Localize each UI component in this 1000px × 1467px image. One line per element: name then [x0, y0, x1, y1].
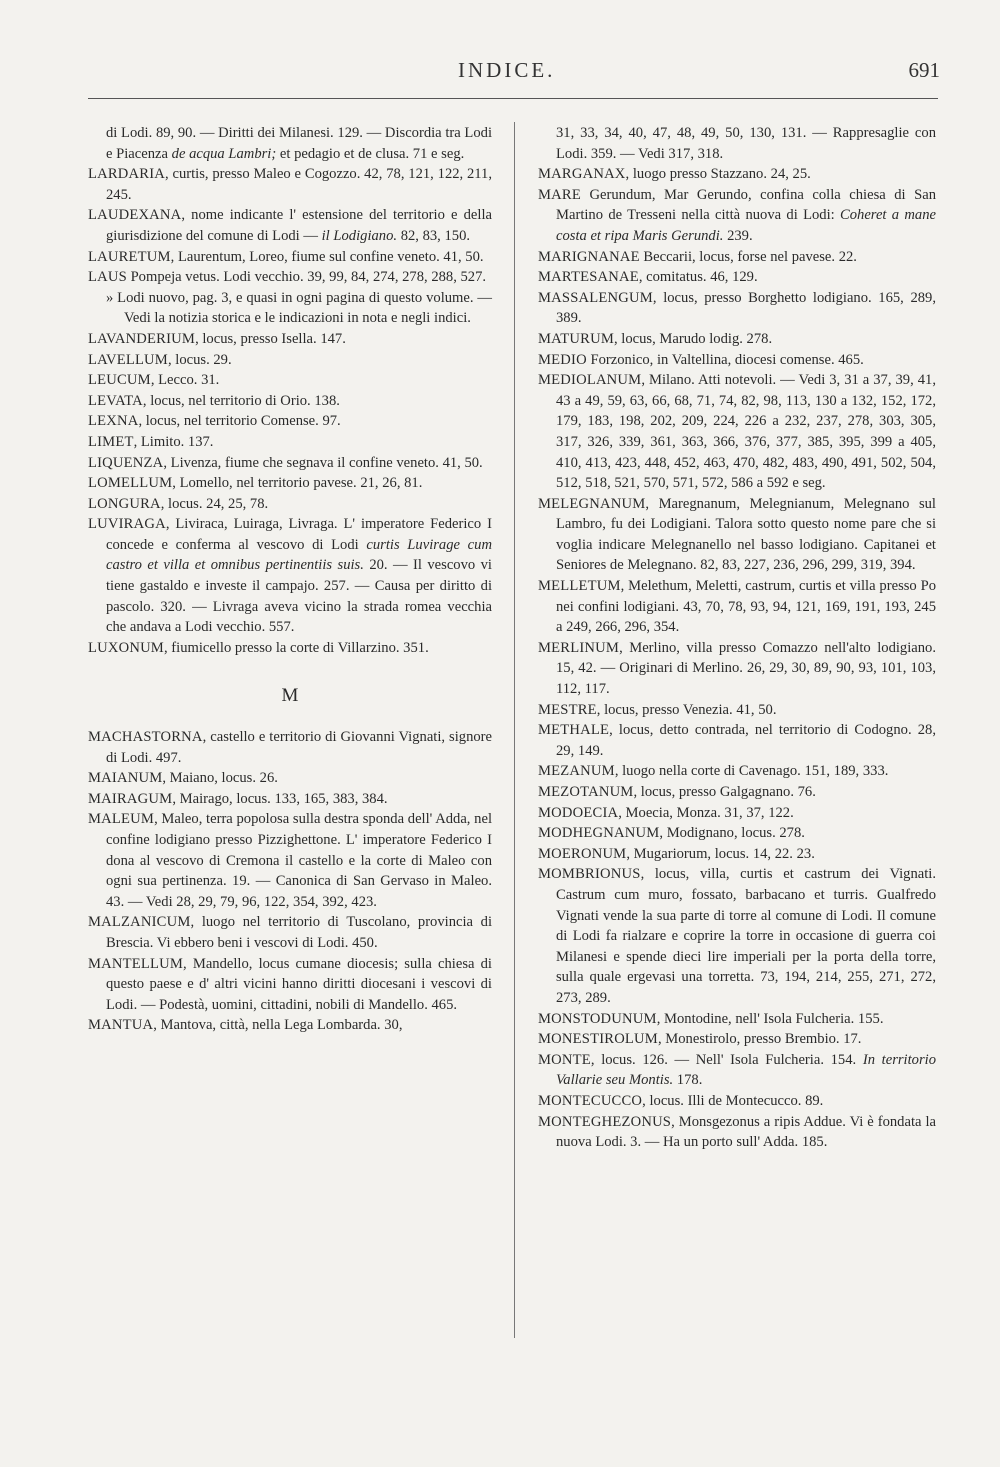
- entry-headword: LOMELLUM: [88, 475, 173, 492]
- entry-headword: LAVANDERIUM: [88, 330, 196, 347]
- index-entry: [88, 954, 492, 1016]
- entry-text: Forzonico, in Valtellina, diocesi comense. 465.: [586, 351, 864, 368]
- entry-italic-text: il Lodigiano.: [321, 227, 398, 244]
- entry-text-after: et pedagio et de clusa. 71 e seg.: [276, 145, 465, 162]
- entry-headword: MAIANUM: [88, 770, 163, 787]
- entry-headword: MAIRAGUM: [88, 790, 173, 807]
- entry-text: , Monestirolo, presso Brembio. 17.: [657, 1031, 862, 1048]
- index-entry: [88, 329, 492, 350]
- entry-headword: MANTUA: [88, 1017, 154, 1034]
- entry-text: , Milano. Atti notevoli. — Vedi 3, 31 a 37, 39, 41, 43 a 49, 59, 63, 66, 68, 71, 74, 82, 98, 113, 130 a 132, 152, 172, 179, 183, 198, 202, 209, 224, 226 a 232, 237, 278, 303, 305, 317, 326, 339, 361, 363, 366, 376, 377, 385, 395, 399 a 405, 410, 413, 423, 448, 452, 463, 470, 482, 483, 490, 491, 502, 504, 512, 518, 521, 570, 571, 572, 586 a 592 e seg.: [556, 372, 936, 492]
- index-entry: [538, 494, 936, 576]
- index-entry: [538, 350, 936, 371]
- entry-text: , Liviraca, Luiraga, Livraga. L' imperatore Federico I concede e conferma al vescovo di Lodi: [106, 516, 492, 553]
- entry-text: , Mantova, città, nella Lega Lombarda. 30,: [153, 1017, 403, 1034]
- index-entry: [538, 370, 936, 494]
- index-entry: [538, 823, 936, 844]
- entry-headword: MONTEGHEZONUS: [538, 1113, 672, 1130]
- section-letter-text: M: [281, 685, 299, 707]
- index-entry-continuation: [88, 123, 492, 164]
- entry-headword: LUXONUM: [88, 639, 164, 656]
- entry-headword: LEXNA: [88, 413, 139, 430]
- entry-italic-text: de acqua Lambri;: [171, 145, 277, 162]
- entry-text: , locus. 24, 25, 78.: [160, 495, 269, 512]
- entry-text: , curtis, presso Maleo e Cogozzo. 42, 78, 121, 122, 211, 245.: [106, 166, 492, 203]
- index-entry: [88, 370, 492, 391]
- entry-text: , Mairago, locus. 133, 165, 383, 384.: [172, 790, 388, 807]
- index-entry: [538, 247, 936, 268]
- entry-headword: MEDIOLANUM: [538, 372, 642, 389]
- entry-headword: MEZANUM: [538, 763, 615, 780]
- entry-headword: MARTESANAE: [538, 269, 639, 286]
- entry-text: Pompeja vetus. Lodi vecchio. 39, 99, 84, 274, 278, 288, 527.: [126, 269, 487, 286]
- entry-headword: LUVIRAGA: [88, 516, 166, 533]
- column-divider: [514, 122, 515, 1338]
- index-entry: [88, 453, 492, 474]
- entry-text: , comitatus. 46, 129.: [638, 269, 758, 286]
- index-entry: [88, 267, 492, 288]
- entry-headword: LAVELLUM: [88, 351, 168, 368]
- entry-text: , locus, villa, curtis et castrum dei Vignati. Castrum cum muro, fossato, barbacano et turris. Gualfredo Vignati vende la sua parte di torre al comune di Lodi. Il comune di Lodi fa rialzare e coprire la torre in occasione di guerra coi Milanesi e spende dieci lire imperiali per la porta della torre, sulla quale ergevasi una torretta. 73, 194, 214, 255, 271, 272, 273, 289.: [556, 866, 936, 1006]
- index-entry: [88, 912, 492, 953]
- entry-headword: MARGANAX: [538, 166, 626, 183]
- entry-headword: MOMBRIONUS: [538, 866, 641, 883]
- running-title: INDICE.: [458, 58, 556, 82]
- index-entry: [88, 1015, 492, 1036]
- index-entry: [538, 700, 936, 721]
- index-entry: [88, 473, 492, 494]
- entry-text: , luogo nella corte di Cavenago. 151, 189, 333.: [614, 763, 889, 780]
- index-entry: [88, 727, 492, 768]
- entry-headword: LEUCUM: [88, 372, 151, 389]
- index-entry: [88, 411, 492, 432]
- page-header: [0, 58, 1000, 88]
- entry-headword: METHALE: [538, 722, 610, 739]
- entry-text: Beccarii, locus, forse nel pavese. 22.: [639, 248, 857, 265]
- entry-text: , locus, Marudo lodig. 278.: [614, 330, 773, 347]
- index-entry: [88, 391, 492, 412]
- entry-text: , locus. Illi de Montecucco. 89.: [642, 1092, 824, 1109]
- entry-headword: MODOECIA: [538, 804, 619, 821]
- entry-headword: MONTECUCCO: [538, 1092, 643, 1109]
- entry-text: , locus, presso Galgagnano. 76.: [633, 784, 816, 800]
- entry-headword: MONSTODUNUM: [538, 1010, 657, 1027]
- entry-text: , locus, presso Venezia. 41, 50.: [596, 701, 777, 718]
- entry-text-after: 178.: [673, 1072, 703, 1089]
- entry-headword: MONESTIROLUM: [538, 1031, 658, 1048]
- index-entry: [88, 789, 492, 810]
- index-entry: [88, 809, 492, 912]
- index-entry: [538, 761, 936, 782]
- index-entry: [538, 164, 936, 185]
- entry-headword: MANTELLUM: [88, 955, 184, 972]
- entry-headword: LONGURA: [88, 495, 161, 512]
- index-entry: [538, 185, 936, 247]
- index-entry: [538, 1050, 936, 1091]
- index-entry: [88, 350, 492, 371]
- entry-text-after: 239.: [723, 227, 753, 244]
- entry-text: , Mugariorum, locus. 14, 22. 23.: [626, 845, 815, 862]
- entry-text: , luogo nel territorio di Tuscolano, provincia di Brescia. Vi ebbero beni i vescovi di Lodi. 450.: [106, 914, 492, 951]
- entry-headword: MEZOTANUM: [538, 784, 634, 800]
- index-entry: [538, 1112, 936, 1153]
- index-entry: [88, 638, 492, 659]
- entry-headword: MONTE: [538, 1051, 591, 1068]
- entry-headword: MELEGNANUM: [538, 495, 646, 512]
- entry-italic-text: In territorio Vallarie seu Montis.: [556, 1051, 936, 1089]
- entry-text: , locus, presso Isella. 147.: [195, 330, 346, 347]
- entry-text: , Moecia, Monza. 31, 37, 122.: [618, 804, 794, 821]
- entry-text: , castello e territorio di Giovanni Vignati, signore di Lodi. 497.: [106, 729, 492, 766]
- entry-text: , Laurentum, Loreo, fiume sul confine veneto. 41, 50.: [170, 248, 484, 265]
- entry-text: , Limito. 137.: [133, 433, 214, 450]
- entry-text: , locus, nel territorio di Orio. 138.: [142, 392, 340, 409]
- index-entry: [538, 329, 936, 350]
- entry-headword: LEVATA: [88, 392, 143, 409]
- entry-text: , Maregnanum, Melegnianum, Melegnano sul Lambro, fu dei Lodigiani. Talora sotto questo nome pare che si voglia indicare Melegnanello nel basso lodigiano. Capitanei et Seniores de Melegnano. 82, 83, 227, 236, 296, 299, 319, 394.: [556, 495, 936, 574]
- index-entry: [538, 638, 936, 700]
- entry-headword: MESTRE: [538, 701, 597, 718]
- index-entry: [538, 720, 936, 761]
- entry-headword: LIQUENZA: [88, 454, 164, 471]
- entry-text: , Merlino, villa presso Comazzo nell'alto lodigiano. 15, 42. — Originari di Merlino. 26, 29, 30, 89, 90, 93, 101, 103, 112, 117.: [556, 639, 936, 698]
- entry-text: , Lomello, nel territorio pavese. 21, 26, 81.: [172, 475, 423, 492]
- entry-text: Gerundum, Mar Gerundo, confina colla chiesa di San Martino de Tresseni nella città nuova di Lodi:: [556, 186, 936, 224]
- entry-text: , Lecco. 31.: [150, 372, 220, 389]
- entry-text: 31, 33, 34, 40, 47, 48, 49, 50, 130, 131. — Rappresaglie con Lodi. 359. — Vedi 317, 318.: [556, 125, 936, 162]
- entry-text: , locus, presso Borghetto lodigiano. 165, 289, 389.: [556, 289, 936, 327]
- entry-headword: MODHEGNANUM: [538, 825, 660, 842]
- entry-text: , Livenza, fiume che segnava il confine veneto. 41, 50.: [163, 454, 483, 471]
- left-column: [88, 123, 492, 1036]
- entry-text: , fiumicello presso la corte di Villarzino. 351.: [164, 639, 429, 656]
- entry-text: di Lodi. 89, 90. — Diritti dei Milanesi. 129. — Discordia tra Lodi e Piacenza: [106, 125, 492, 162]
- index-entry: [538, 267, 936, 288]
- entry-text-after: 82, 83, 150.: [397, 227, 471, 244]
- entry-headword: MARIGNANAE: [538, 248, 640, 265]
- entry-text: , Monsgezonus a ripis Addue. Vi è fondata la nuova Lodi. 3. — Ha un porto sull' Adda. 185.: [556, 1113, 936, 1151]
- entry-text: , locus. 126. — Nell' Isola Fulcheria. 154.: [590, 1051, 863, 1068]
- entry-headword: MEDIO: [538, 351, 587, 368]
- index-entry: [538, 576, 936, 638]
- index-entry-continuation: [538, 123, 936, 164]
- entry-italic-text: Coheret a mane costa et ripa Maris Gerundi.: [556, 207, 936, 244]
- entry-headword: MALEUM: [88, 811, 155, 828]
- page-number: 691: [908, 58, 940, 82]
- index-entry: [88, 164, 492, 205]
- entry-headword: LAUDEXANA: [88, 207, 182, 224]
- index-entry: [538, 844, 936, 865]
- index-entry: [538, 864, 936, 1008]
- index-entry: [88, 247, 492, 268]
- entry-text-after: 20. — Il vescovo vi tiene gastaldo e investe il campajo. 257. — Causa per diritto di pascolo. 320. — Livraga aveva vicino la strada romea vecchia che andava a Lodi vecchio. 557.: [106, 557, 492, 636]
- index-entry: [538, 1091, 936, 1112]
- index-entry: [538, 782, 936, 803]
- entry-text: , luogo presso Stazzano. 24, 25.: [625, 166, 811, 183]
- entry-headword: MELLETUM: [538, 578, 621, 595]
- entry-headword: MERLINUM: [538, 639, 620, 656]
- index-entry: [538, 288, 936, 329]
- index-entry: [538, 803, 936, 824]
- index-entry: [88, 768, 492, 789]
- entry-text: , Montodine, nell' Isola Fulcheria. 155.: [656, 1010, 884, 1027]
- entry-italic-text: curtis Luvirage cum castro et villa et omnibus pertinentiis suis.: [106, 536, 492, 574]
- entry-headword: MALZANICUM: [88, 914, 191, 931]
- entry-headword: MASSALENGUM: [538, 289, 653, 306]
- index-subentry: [88, 288, 492, 329]
- entry-text: , nome indicante l' estensione del territorio e della giurisdizione del comune di Lodi —: [106, 207, 492, 244]
- entry-headword: MACHASTORNA: [88, 729, 203, 746]
- entry-text: » Lodi nuovo, pag. 3, e quasi in ogni pagina di questo volume. — Vedi la notizia storica e le indicazioni in nota e negli indici.: [106, 289, 492, 327]
- entry-text: , Mandello, locus cumane diocesis; sulla chiesa di questo paese e d' altri vicini hanno diritti diocesani i vescovi di Lodi. — Podestà, uomini, cittadini, nobili di Mandello. 465.: [106, 955, 492, 1013]
- entry-headword: MARE: [538, 186, 581, 203]
- entry-text: , Modignano, locus. 278.: [659, 825, 805, 842]
- entry-headword: MATURUM: [538, 330, 614, 347]
- section-letter: [88, 686, 492, 707]
- index-entry: [538, 1009, 936, 1030]
- entry-headword: LAURETUM: [88, 248, 171, 265]
- index-entry: [88, 205, 492, 246]
- entry-text: , locus, detto contrada, nel territorio di Codogno. 28, 29, 149.: [556, 722, 936, 759]
- entry-headword: MOERONUM: [538, 845, 627, 862]
- entry-headword: LAUS: [88, 269, 127, 286]
- header-rule: [88, 98, 938, 99]
- entry-text: , locus. 29.: [167, 351, 232, 368]
- entry-headword: LIMET: [88, 433, 134, 450]
- index-entry: [88, 432, 492, 453]
- entry-text: , Maleo, terra popolosa sulla destra sponda dell' Adda, nel confine lodigiano presso Pizzighettone. L' imperatore Federico I dona al vescovo di Cremona il castello e la corte di Maleo con ogni sua pertinenza. 19. — Canonica di San Gervaso in Maleo. 43. — Vedi 28, 29, 79, 96, 122, 354, 392, 423.: [106, 811, 492, 910]
- right-column: [538, 123, 936, 1153]
- index-entry: [88, 494, 492, 515]
- entry-text: , locus, nel territorio Comense. 97.: [138, 413, 341, 430]
- entry-headword: LARDARIA: [88, 166, 165, 183]
- index-entry: [538, 1029, 936, 1050]
- index-entry: [88, 514, 492, 638]
- entry-text: , Maiano, locus. 26.: [162, 770, 278, 787]
- entry-text: , Melethum, Meletti, castrum, curtis et villa presso Po nei confini lodigiani. 43, 70, 78, 93, 94, 121, 169, 191, 193, 245 a 249, 266, 296, 354.: [556, 578, 936, 636]
